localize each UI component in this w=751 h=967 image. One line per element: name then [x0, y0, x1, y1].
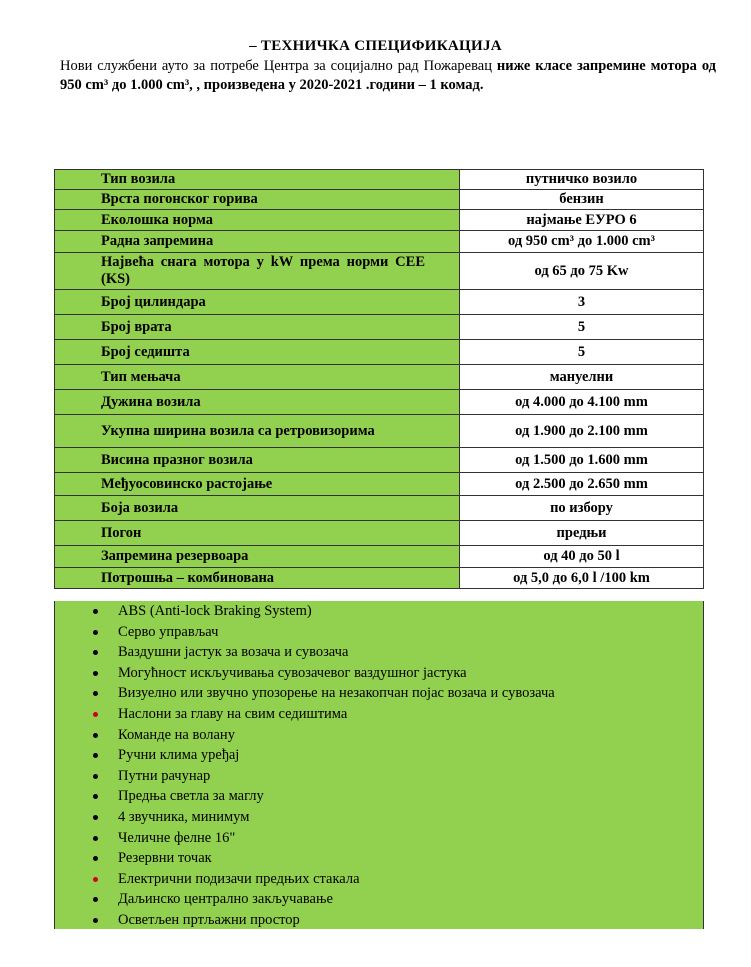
spec-value: предњи	[460, 521, 704, 546]
feature-text: Серво управљач	[118, 623, 219, 640]
spec-row	[55, 170, 704, 190]
feature-text: Могућност искључивања сувозачевог ваздушног јастука	[118, 664, 467, 681]
spec-row	[55, 190, 704, 210]
spec-label: Погон	[55, 521, 460, 546]
intro-bold-text: ниже класе запремине мотора од 950 cm³ до 1.000 cm³, , произведена у 2020-2021 .години – 1 комад.	[60, 58, 716, 93]
feature-list-item	[55, 704, 703, 725]
spec-row	[55, 210, 704, 231]
feature-list-item	[55, 889, 703, 910]
feature-text: Наслони за главу на свим седиштима	[118, 705, 348, 722]
intro-paragraph	[60, 57, 716, 95]
spec-row	[55, 340, 704, 365]
feature-text: Електрични подизачи предњих стакала	[118, 870, 360, 887]
feature-list-item	[55, 601, 703, 622]
spec-label: Висина празног возила	[55, 448, 460, 473]
feature-list-item	[55, 848, 703, 869]
spec-label: Боја возила	[55, 496, 460, 521]
feature-text: Предња светла за маглу	[118, 788, 264, 805]
feature-list-item	[55, 725, 703, 746]
feature-text: Ручни клима уређај	[118, 747, 240, 764]
spec-value: од 4.000 до 4.100 mm	[460, 390, 704, 415]
spec-row	[55, 568, 704, 589]
bullet-icon	[93, 733, 98, 738]
bullet-icon	[93, 897, 98, 902]
spec-value: мануелни	[460, 365, 704, 390]
spec-label: Број седишта	[55, 340, 460, 365]
spec-row	[55, 415, 704, 448]
spec-label: Потрошња – комбинована	[55, 568, 460, 589]
spec-label: Еколошка норма	[55, 210, 460, 231]
spec-value: 3	[460, 290, 704, 315]
spec-row	[55, 546, 704, 568]
feature-text: Даљинско централно закључавање	[118, 891, 333, 908]
spec-row	[55, 521, 704, 546]
spec-row	[55, 448, 704, 473]
bullet-icon	[93, 774, 98, 779]
spec-label: Радна запремина	[55, 231, 460, 253]
spec-row	[55, 365, 704, 390]
feature-text: Визуелно или звучно упозорење на незакопчан појас возача и сувозача	[118, 685, 555, 702]
bullet-icon	[93, 918, 98, 923]
bullet-icon	[93, 815, 98, 820]
feature-list-item	[55, 910, 703, 931]
feature-text: Резервни точак	[118, 850, 212, 867]
specification-table	[54, 169, 704, 589]
feature-list-item	[55, 828, 703, 849]
bullet-icon	[93, 671, 98, 676]
feature-text: Путни рачунар	[118, 767, 211, 784]
spec-value: од 950 cm³ до 1.000 cm³	[460, 231, 704, 253]
spec-label: Број врата	[55, 315, 460, 340]
intro-plain-text: Нови службени ауто за потребе Центра за социјално рад Пожаревац	[60, 58, 497, 74]
spec-value: од 2.500 до 2.650 mm	[460, 473, 704, 496]
spec-value: 5	[460, 340, 704, 365]
spec-value: најмање ЕУРО 6	[460, 210, 704, 231]
bullet-icon	[93, 794, 98, 799]
document-title: – ТЕХНИЧКА СПЕЦИФИКАЦИЈА	[249, 38, 502, 54]
spec-label: Највећа снага мотора у kW према норми CEE (KS)	[55, 253, 460, 290]
spec-label: Тип мењача	[55, 365, 460, 390]
feature-text: Команде на волану	[118, 726, 235, 743]
feature-list-item	[55, 622, 703, 643]
feature-list-item	[55, 745, 703, 766]
spec-row	[55, 315, 704, 340]
spec-value: путничко возило	[460, 170, 704, 190]
spec-row	[55, 253, 704, 290]
spec-label: Међуосовинско растојање	[55, 473, 460, 496]
feature-list-item	[55, 642, 703, 663]
feature-list-item	[55, 663, 703, 684]
feature-text: 4 звучника, минимум	[118, 808, 250, 825]
bullet-icon	[93, 753, 98, 758]
spec-label: Врста погонског горива	[55, 190, 460, 210]
feature-text: Осветљен пртљажни простор	[118, 911, 300, 928]
bullet-icon	[93, 691, 98, 696]
bullet-icon	[93, 836, 98, 841]
spec-value: од 1.500 до 1.600 mm	[460, 448, 704, 473]
spec-label: Запремина резервоара	[55, 546, 460, 568]
feature-text: Ваздушни јастук за возача и сувозача	[118, 644, 349, 661]
spec-label: Број цилиндара	[55, 290, 460, 315]
bullet-icon	[93, 877, 98, 882]
bullet-icon	[93, 630, 98, 635]
feature-list-item	[55, 786, 703, 807]
spec-value: по избору	[460, 496, 704, 521]
feature-text: Челичне фелне 16"	[118, 829, 236, 846]
spec-row	[55, 473, 704, 496]
spec-row	[55, 390, 704, 415]
feature-list-item	[55, 766, 703, 787]
spec-label: Укупна ширина возила са ретровизорима	[55, 415, 460, 448]
features-list	[54, 601, 704, 929]
bullet-icon	[93, 650, 98, 655]
feature-list-item	[55, 683, 703, 704]
feature-list-item	[55, 807, 703, 828]
spec-row	[55, 231, 704, 253]
feature-list-item	[55, 869, 703, 890]
bullet-icon	[93, 856, 98, 861]
spec-value: од 65 до 75 Kw	[460, 253, 704, 290]
spec-label: Тип возила	[55, 170, 460, 190]
spec-value: од 40 до 50 l	[460, 546, 704, 568]
spec-row	[55, 290, 704, 315]
spec-value: од 5,0 до 6,0 l /100 km	[460, 568, 704, 589]
feature-text: ABS (Anti-lock Braking System)	[118, 603, 312, 619]
spec-value: од 1.900 до 2.100 mm	[460, 415, 704, 448]
spec-value: 5	[460, 315, 704, 340]
spec-label: Дужина возила	[55, 390, 460, 415]
spec-row	[55, 496, 704, 521]
bullet-icon	[93, 712, 98, 717]
spec-value: бензин	[460, 190, 704, 210]
bullet-icon	[93, 609, 98, 614]
